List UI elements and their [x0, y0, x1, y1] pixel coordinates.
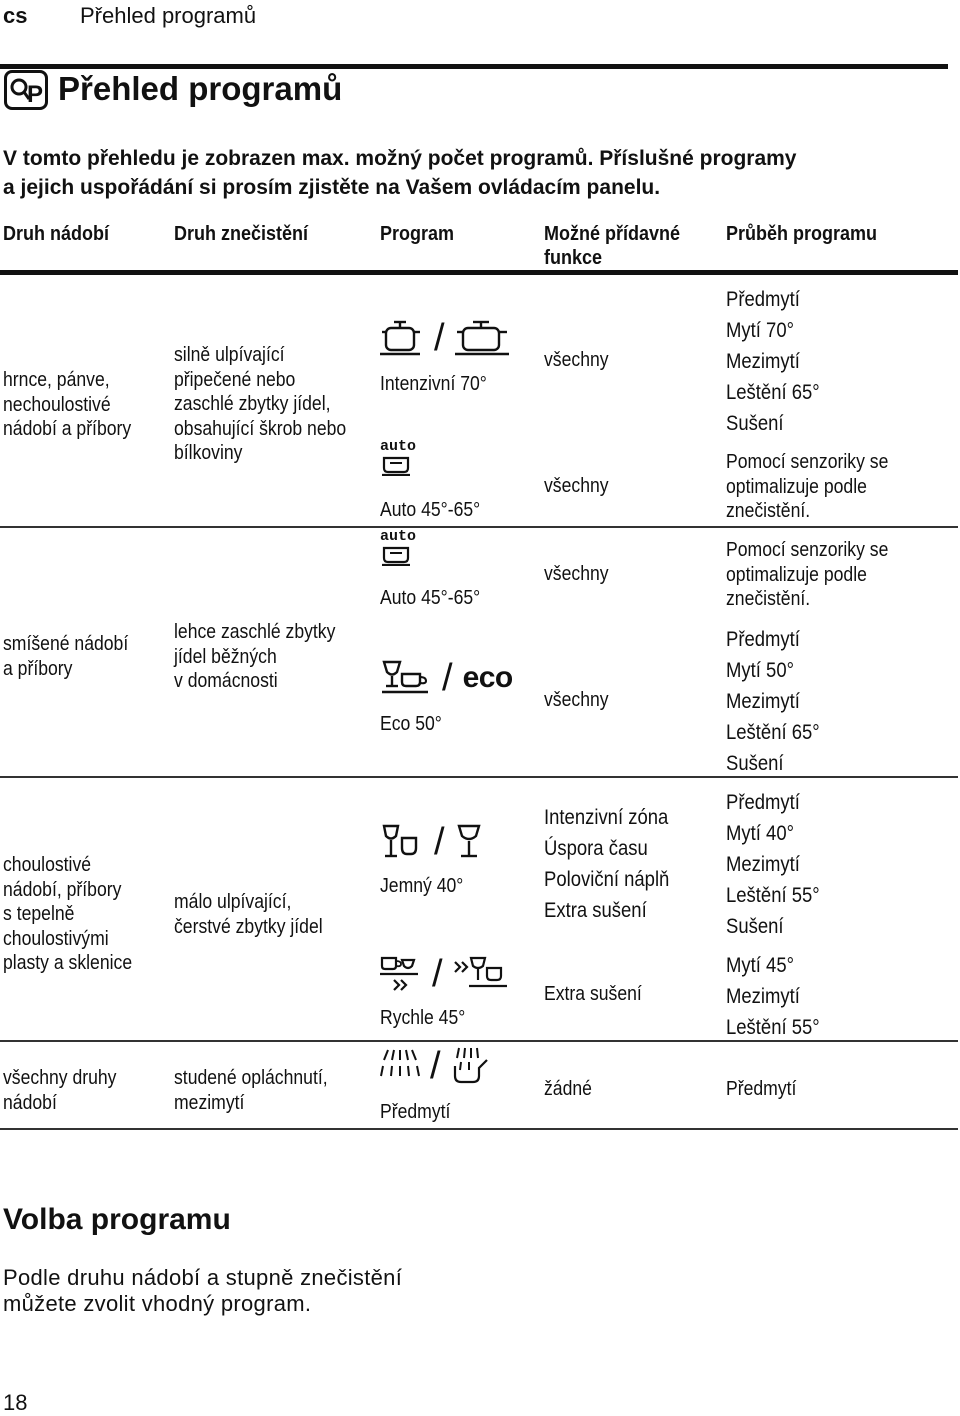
auto-icon — [380, 454, 416, 476]
auto-symbol — [380, 440, 416, 481]
title-rule — [0, 64, 948, 69]
course-cell: Pomocí senzoriky se optimalizuje podle znečistění. — [726, 539, 889, 610]
functions-cell: všechny — [544, 349, 609, 371]
course-cell: Předmytí — [726, 1078, 797, 1100]
header-rule — [0, 270, 958, 275]
page-number: 18 — [3, 1390, 28, 1415]
program-overview-icon — [4, 70, 48, 110]
glass-cup-icon — [380, 658, 432, 698]
group-divider — [0, 526, 958, 528]
soil-cell: lehce zaschlé zbytky jídel běžných v domácnosti — [174, 621, 336, 692]
selection-title: Volba programu — [3, 1203, 231, 1236]
program-name: Intenzivní 70° — [380, 373, 487, 395]
pot-icon — [455, 318, 511, 358]
col-header-course: Průběh programu — [726, 223, 878, 245]
table-bottom-rule — [0, 1128, 958, 1130]
program-name: Auto 45°-65° — [380, 587, 481, 609]
wine-glass-icon — [455, 822, 485, 862]
eco-symbol: / eco — [380, 658, 513, 698]
dishes-cell: všechny druhy nádobí — [3, 1067, 117, 1114]
running-header: Přehled programů — [80, 3, 257, 28]
col-header-soil: Druh znečistění — [174, 223, 309, 245]
soil-cell: studené opláchnutí, mezimytí — [174, 1067, 328, 1114]
quick-icon — [380, 954, 422, 994]
program-name: Jemný 40° — [380, 875, 464, 897]
functions-cell: všechny — [544, 563, 609, 585]
course-cell: Mytí 45° Mezimytí Leštění 55° — [726, 954, 820, 1039]
intro-text: V tomto přehledu je zobrazen max. možný počet programů. Příslušné programy a jejich uspořádání si prosím zjistěte na Vašem ovládacím panelu. — [3, 147, 797, 199]
eco-label: eco — [462, 661, 513, 694]
auto-icon — [380, 544, 416, 566]
quick-symbol: / — [380, 954, 509, 994]
col-header-dishes: Druh nádobí — [3, 223, 109, 245]
functions-cell: Intenzivní zóna Úspora času Poloviční náplň Extra sušení — [544, 806, 670, 922]
dishes-cell: choulostivé nádobí, příbory s tepelně choulostivými plasty a sklenice — [3, 854, 133, 974]
quick-icon — [453, 954, 509, 994]
selection-text: Podle druhu nádobí a stupně znečistění můžete zvolit vhodný program. — [3, 1265, 403, 1316]
svg-text:P: P — [27, 81, 44, 107]
soil-cell: silně ulpívající připečené nebo zaschlé zbytky jídel, obsahující škrob nebo bílkoviny — [174, 344, 347, 464]
course-cell: Předmytí Mytí 40° Mezimytí Leštění 55° Sušení — [726, 791, 820, 938]
col-header-program: Program — [380, 223, 455, 245]
program-name: Rychle 45° — [380, 1007, 466, 1029]
delicate-symbol: / — [380, 822, 485, 862]
course-cell: Předmytí Mytí 50° Mezimytí Leštění 65° Sušení — [726, 628, 820, 775]
intensive-symbol: / — [380, 318, 511, 358]
col-header-functions: Možné přídavné funkce — [544, 223, 681, 269]
functions-cell: všechny — [544, 475, 609, 497]
program-name: Eco 50° — [380, 713, 442, 735]
rinse-icon — [380, 1046, 420, 1086]
program-name: Předmytí — [380, 1101, 451, 1123]
language-code: cs — [3, 3, 28, 28]
program-name: Auto 45°-65° — [380, 499, 481, 521]
course-cell: Předmytí Mytí 70° Mezimytí Leštění 65° Sušení — [726, 288, 820, 435]
rinse-icon — [451, 1046, 491, 1086]
pot-icon — [380, 318, 424, 358]
auto-label: auto — [380, 438, 417, 455]
soil-cell: málo ulpívající, čerstvé zbytky jídel — [174, 891, 323, 938]
prerinse-symbol: / — [380, 1046, 491, 1086]
section-title: Přehled programů — [58, 70, 343, 107]
dishes-cell: hrnce, pánve, nechoulostivé nádobí a příbory — [3, 369, 132, 440]
auto-symbol — [380, 530, 416, 571]
functions-cell: všechny — [544, 689, 609, 711]
dishes-cell: smíšené nádobí a příbory — [3, 633, 129, 680]
wine-glass-icon — [380, 822, 424, 862]
functions-cell: Extra sušení — [544, 983, 642, 1005]
auto-label: auto — [380, 528, 417, 545]
course-cell: Pomocí senzoriky se optimalizuje podle znečistění. — [726, 451, 889, 522]
functions-cell: žádné — [544, 1078, 592, 1100]
